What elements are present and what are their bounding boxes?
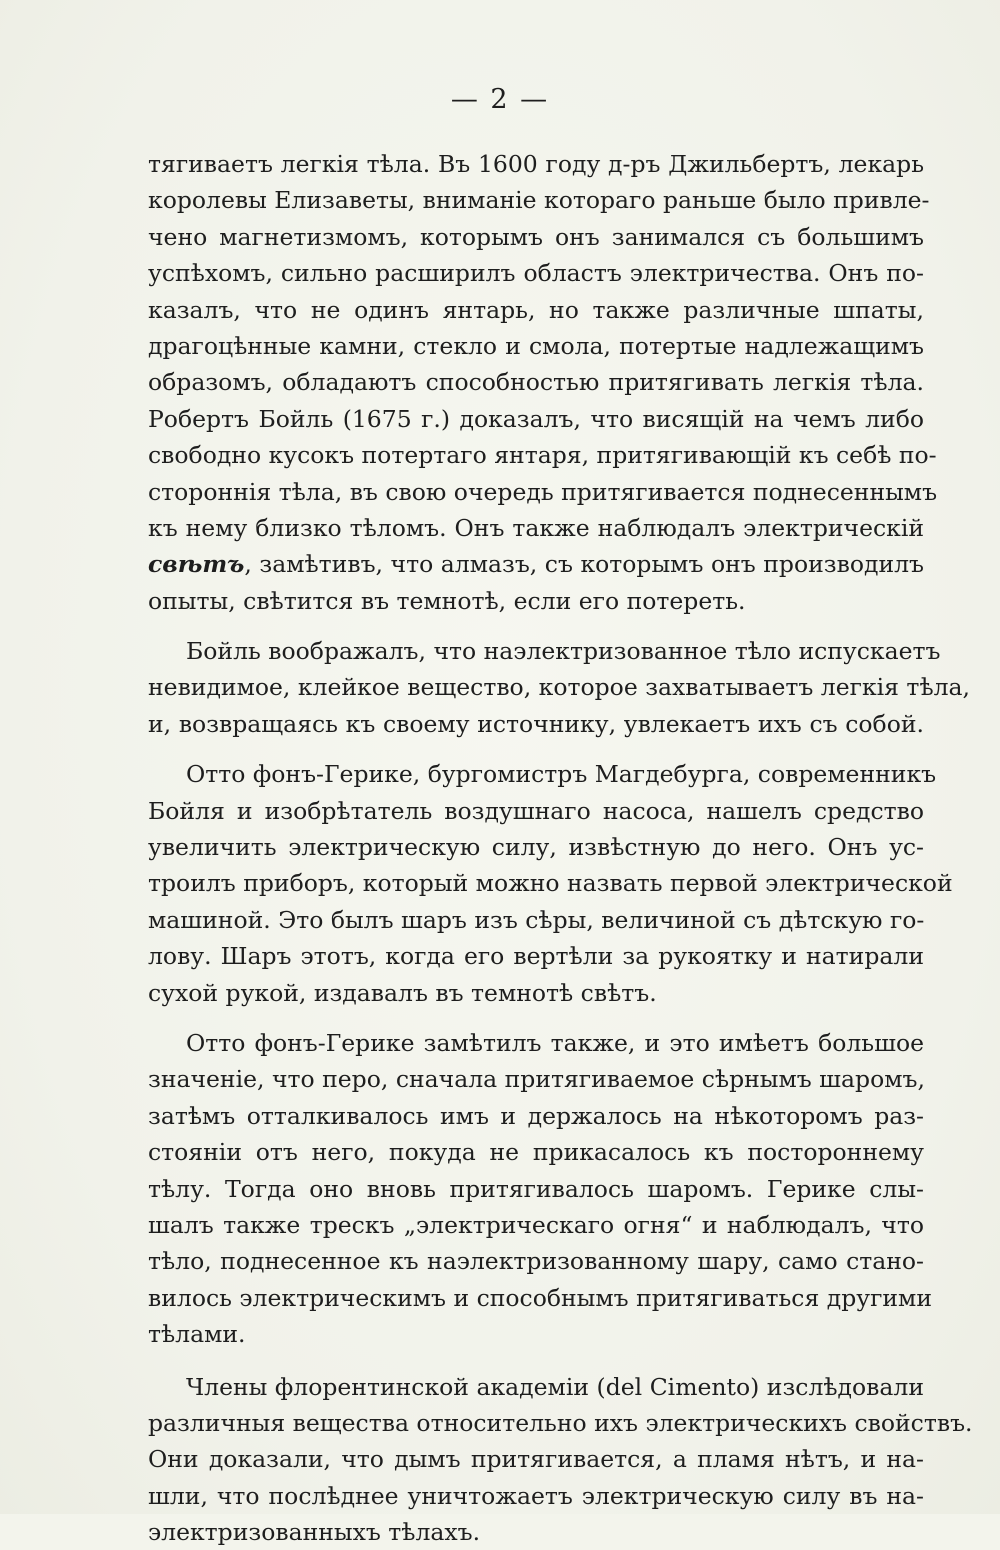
text-line: Бойль воображалъ, что наэлектризованное тѣло испускаетъ [148, 633, 924, 669]
text-line: опыты, свѣтится въ темнотѣ, если его потереть. [148, 583, 924, 619]
text-line: шалъ также трескъ „электрическаго огня“ и наблюдалъ, что [148, 1207, 924, 1243]
text-line: казалъ, что не одинъ янтарь, но также различные шпаты, [148, 292, 924, 328]
text-line: тѣло, поднесенное къ наэлектризованному шару, само стано- [148, 1243, 924, 1279]
text-line: Отто фонъ-Герике, бургомистръ Магдебурга, современникъ [148, 756, 924, 792]
text-line: драгоцѣнные камни, стекло и смола, потертые надлежащимъ [148, 328, 924, 364]
text-line: свободно кусокъ потертаго янтаря, притягивающій къ себѣ по- [148, 437, 924, 473]
text-line: увеличить электрическую силу, извѣстную до него. Онъ ус- [148, 829, 924, 865]
text-line: и, возвращаясь къ своему источнику, увлекаетъ ихъ съ собой. [148, 706, 924, 742]
paragraph-4 [148, 1025, 924, 1353]
body-text [148, 146, 924, 1550]
emphasized-word: свѣтъ [148, 550, 244, 578]
paragraph-2 [148, 633, 924, 742]
text-line: машиной. Это былъ шаръ изъ сѣры, величиной съ дѣтскую го- [148, 902, 924, 938]
text-line: невидимое, клейкое вещество, которое захватываетъ легкія тѣла, [148, 669, 924, 705]
text-line: стояніи отъ него, покуда не прикасалось къ постороннему [148, 1134, 924, 1170]
text-line: лову. Шаръ этотъ, когда его вертѣли за рукоятку и натирали [148, 938, 924, 974]
text-line: образомъ, обладаютъ способностью притягивать легкія тѣла. [148, 364, 924, 400]
text-line: шли, что послѣднее уничтожаетъ электрическую силу въ на- [148, 1478, 924, 1514]
text-line: Отто фонъ-Герике замѣтилъ также, и это имѣетъ большое [148, 1025, 924, 1061]
text-line: значеніе, что перо, сначала притягиваемое сѣрнымъ шаромъ, [148, 1061, 924, 1097]
text-line: вилось электрическимъ и способнымъ притягиваться другими [148, 1280, 924, 1316]
paragraph-5 [148, 1369, 924, 1550]
text-line: Члены флорентинской академіи (del Cimento) изслѣдовали [148, 1369, 924, 1405]
text-line: тѣлу. Тогда оно вновь притягивалось шаромъ. Герике слы- [148, 1171, 924, 1207]
text-line: Бойля и изобрѣтатель воздушнаго насоса, нашелъ средство [148, 793, 924, 829]
text-line: тѣлами. [148, 1316, 924, 1352]
text-line: затѣмъ отталкивалось имъ и держалось на нѣкоторомъ раз- [148, 1098, 924, 1134]
text-line: Робертъ Бойль (1675 г.) доказалъ, что висящій на чемъ либо [148, 401, 924, 437]
text-line: къ нему близко тѣломъ. Онъ также наблюдалъ электрическій [148, 510, 924, 546]
page-number: — 2 — [0, 84, 1000, 115]
text-line-emphasis [148, 546, 924, 582]
text-line: различныя вещества относительно ихъ электрическихъ свойствъ. [148, 1405, 924, 1441]
text-line: электризованныхъ тѣлахъ. [148, 1514, 924, 1550]
text-line: сухой рукой, издавалъ въ темнотѣ свѣтъ. [148, 975, 924, 1011]
paragraph-1 [148, 146, 924, 619]
text-line: Они доказали, что дымъ притягивается, а пламя нѣтъ, и на- [148, 1441, 924, 1477]
text-line: тягиваетъ легкія тѣла. Въ 1600 году д-ръ Джильбертъ, лекарь [148, 146, 924, 182]
text-line: королевы Елизаветы, вниманіе котораго раньше было привле- [148, 182, 924, 218]
text-line: стороннія тѣла, въ свою очередь притягивается поднесеннымъ [148, 474, 924, 510]
text-line-rest: , замѣтивъ, что алмазъ, съ которымъ онъ производилъ [244, 550, 924, 578]
paragraph-3 [148, 756, 924, 1011]
text-line: троилъ приборъ, который можно назвать первой электрической [148, 865, 924, 901]
text-line: чено магнетизмомъ, которымъ онъ занимался съ большимъ [148, 219, 924, 255]
text-line: успѣхомъ, сильно расширилъ областъ электричества. Онъ по- [148, 255, 924, 291]
